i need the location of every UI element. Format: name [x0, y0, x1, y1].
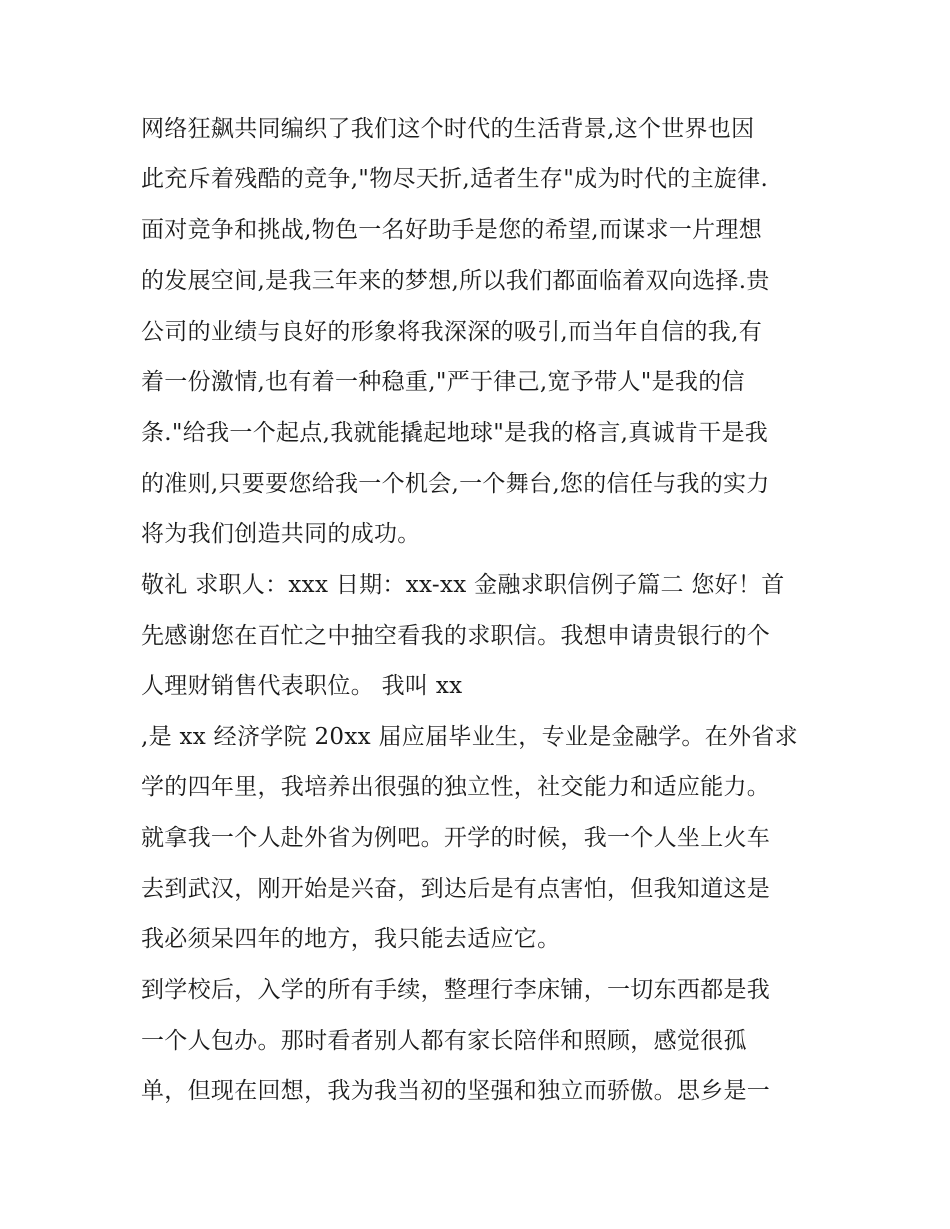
text-line: 面对竞争和挑战,物色一名好助手是您的希望,而谋求一片理想	[141, 217, 763, 243]
text-line: 单，但现在回想，我为我当初的坚强和独立而骄傲。思乡是一	[141, 1078, 771, 1104]
text-line: 到学校后，入学的所有手续，整理行李床铺，一切东西都是我	[141, 977, 771, 1003]
text-line: ,是 xx 经济学院 20xx 届应届毕业生，专业是金融学。在外省求	[141, 724, 798, 750]
text-line: 的发展空间,是我三年来的梦想,所以我们都面临着双向选择.贵	[141, 268, 770, 294]
text-line: 此充斥着残酷的竞争,"物尽天折,适者生存"成为时代的主旋律.	[141, 166, 769, 192]
text-line: 将为我们创造共同的成功。	[141, 521, 421, 547]
text-line: 学的四年里，我培养出很强的独立性，社交能力和适应能力。	[141, 774, 771, 800]
text-line: 敬礼 求职人：xxx 日期：xx-xx 金融求职信例子篇二 您好！首	[141, 572, 785, 598]
text-line: 就拿我一个人赴外省为例吧。开学的时候，我一个人坐上火车	[141, 825, 771, 851]
text-line: 一个人包办。那时看者别人都有家长陪伴和照顾，感觉很孤	[141, 1028, 747, 1054]
text-line: 去到武汉，刚开始是兴奋，到达后是有点害怕，但我知道这是	[141, 876, 771, 902]
text-line: 条."给我一个起点,我就能撬起地球"是我的格言,真诚肯干是我	[141, 420, 769, 446]
text-line: 我必须呆四年的地方，我只能去适应它。	[141, 926, 561, 952]
text-line: 先感谢您在百忙之中抽空看我的求职信。我想申请贵银行的个	[141, 623, 771, 649]
text-line: 的准则,只要要您给我一个机会,一个舞台,您的信任与我的实力	[141, 471, 770, 497]
text-line: 人理财销售代表职位。 我叫 xx	[141, 673, 463, 699]
text-line: 着一份激情,也有着一种稳重,"严于律己,宽予带人"是我的信	[141, 369, 745, 395]
text-line: 网络狂飙共同编织了我们这个时代的生活背景,这个世界也因	[141, 116, 755, 142]
text-line: 公司的业绩与良好的形象将我深深的吸引,而当年自信的我,有	[141, 319, 763, 345]
